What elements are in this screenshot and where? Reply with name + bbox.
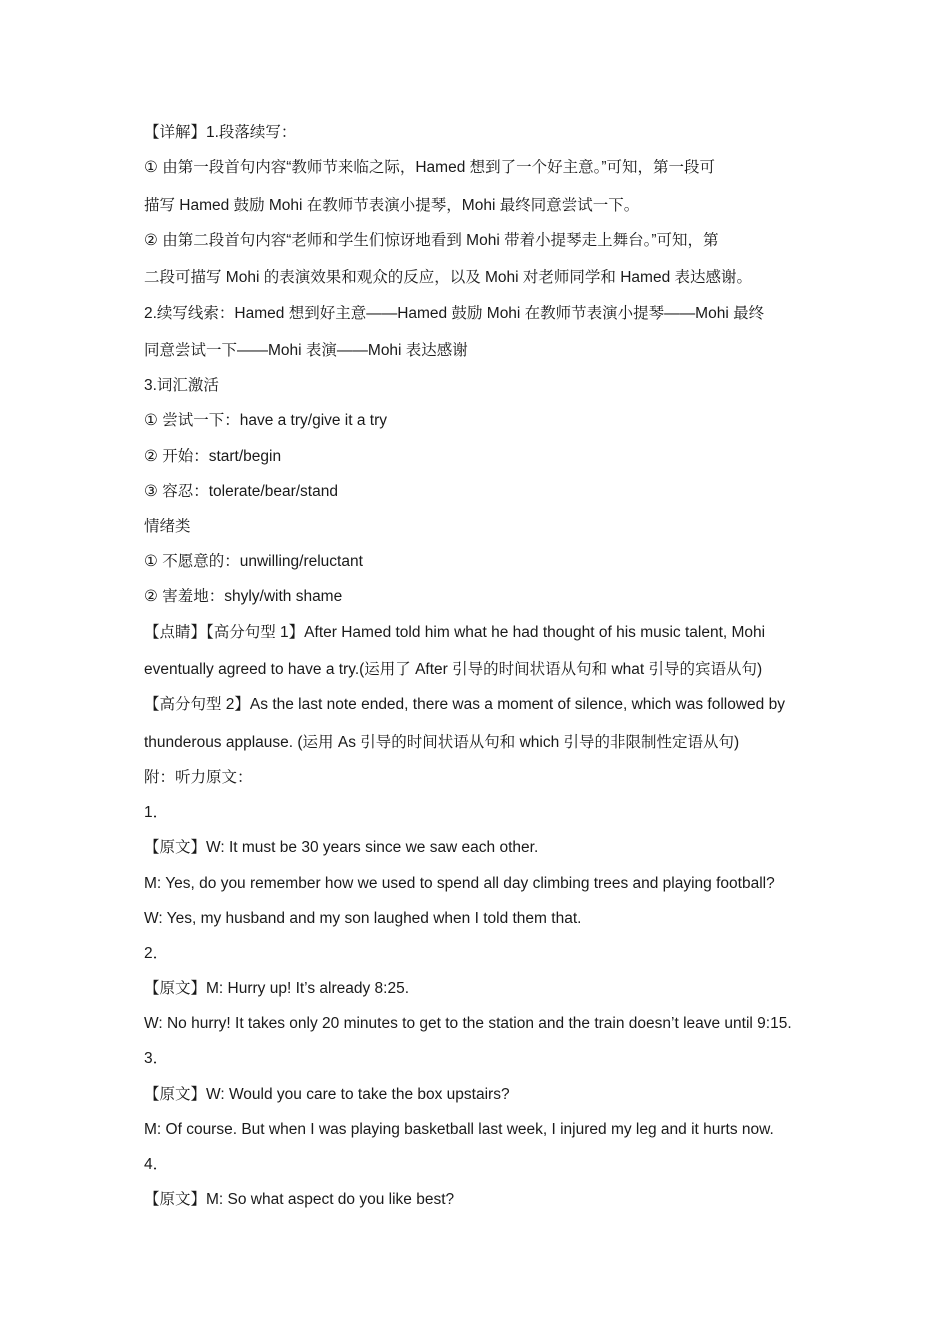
vocab-item: ① 不愿意的：unwilling/reluctant xyxy=(144,553,363,571)
transcript-line: 【原文】M: Hurry up! It’s already 8:25. xyxy=(144,980,410,998)
transcript-line: M: Of course. But when I was playing basketball last week, I injured my leg and it hurts now. xyxy=(144,1120,774,1138)
transcript-line: 【原文】M: So what aspect do you like best? xyxy=(144,1191,455,1209)
paragraph-line: 2.续写线索：Hamed 想到好主意——Hamed 鼓励 Mohi 在教师节表演小提琴——Mohi 最终 xyxy=(144,304,765,322)
transcript-line: W: Yes, my husband and my son laughed when I told them that. xyxy=(144,909,582,927)
vocab-item: ③ 容忍：tolerate/bear/stand xyxy=(144,482,338,500)
highlight-sentence-line: 【点睛】【高分句型 1】After Hamed told him what he had thought of his music talent, Mohi xyxy=(144,623,766,641)
transcript-line: 【原文】W: Would you care to take the box upstairs? xyxy=(144,1085,510,1103)
paragraph-line: 同意尝试一下——Mohi 表演——Mohi 表达感谢 xyxy=(144,342,468,360)
vocab-item: ① 尝试一下：have a try/give it a try xyxy=(144,412,388,430)
paragraph-line: 描写 Hamed 鼓励 Mohi 在教师节表演小提琴，Mohi 最终同意尝试一下。 xyxy=(144,196,640,214)
highlight-sentence-line: eventually agreed to have a try.(运用了 After 引导的时间状语从句和 what 引导的宾语从句) xyxy=(144,661,763,679)
transcript-number: 2． xyxy=(144,944,169,962)
vocab-item: ② 开始：start/begin xyxy=(144,447,282,465)
document-body xyxy=(144,121,816,1223)
vocab-category: 情绪类 xyxy=(144,518,191,535)
transcript-line: 【原文】W: It must be 30 years since we saw each other. xyxy=(144,839,539,857)
section-heading-vocab: 3.词汇激活 xyxy=(144,377,219,395)
transcript-number: 1． xyxy=(144,804,169,822)
section-heading-transcript: 附：听力原文： xyxy=(144,768,253,786)
transcript-number: 3． xyxy=(144,1050,169,1068)
paragraph-line: ① 由第一段首句内容“教师节来临之际，Hamed 想到了一个好主意。”可知，第一段可 xyxy=(144,159,716,177)
highlight-sentence-line: thunderous applause. (运用 As 引导的时间状语从句和 which 引导的非限制性定语从句) xyxy=(144,733,740,751)
highlight-sentence-line: 【高分句型 2】As the last note ended, there was a moment of silence, which was followed by xyxy=(144,696,785,714)
paragraph-line: 二段可描写 Mohi 的表演效果和观众的反应，以及 Mohi 对老师同学和 Hamed 表达感谢。 xyxy=(144,269,752,287)
transcript-line: M: Yes, do you remember how we used to spend all day climbing trees and playing football? xyxy=(144,874,775,892)
transcript-number: 4． xyxy=(144,1156,169,1173)
paragraph-line: ② 由第二段首句内容“老师和学生们惊讶地看到 Mohi 带着小提琴走上舞台。”可知，第 xyxy=(144,231,719,249)
section-heading-detail: 【详解】1.段落续写： xyxy=(144,124,297,141)
vocab-item: ② 害羞地：shyly/with shame xyxy=(144,588,343,606)
transcript-line: W: No hurry! It takes only 20 minutes to get to the station and the train doesn’t leave until 9:15. xyxy=(144,1015,792,1033)
